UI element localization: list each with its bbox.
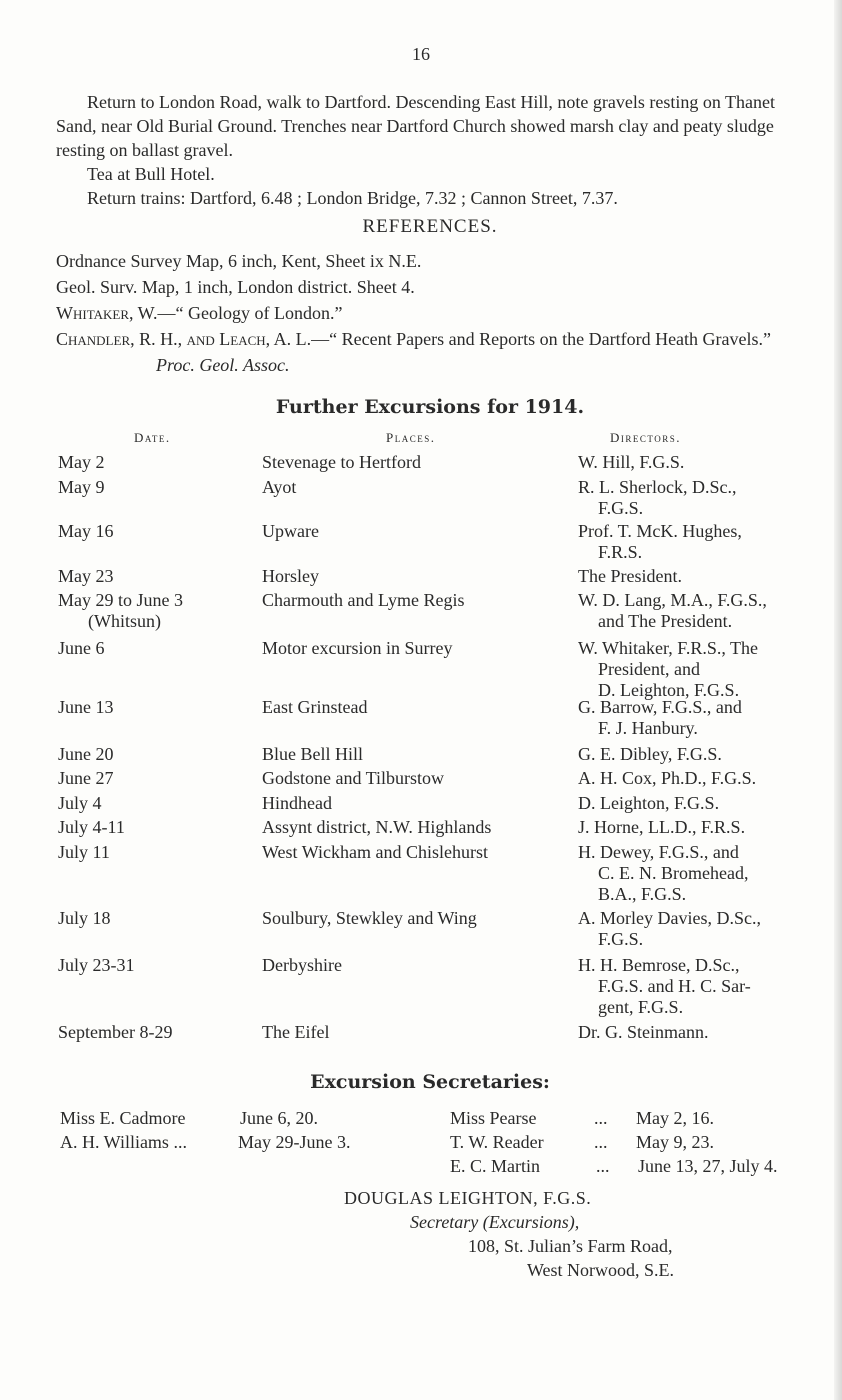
ellipsis: ... [594, 1132, 608, 1152]
excursion-date: May 23 [58, 566, 114, 586]
excursion-directors: D. Leighton, F.G.S. [578, 793, 720, 813]
excursion-directors: Prof. T. McK. Hughes, F.R.S. [578, 521, 742, 562]
excursion-place: Upware [262, 521, 319, 541]
excursion-directors: A. Morley Davies, D.Sc., F.G.S. [578, 908, 761, 949]
excursion-place: Stevenage to Hertford [262, 452, 421, 472]
excursion-place: Hindhead [262, 793, 332, 813]
excursion-directors: A. H. Cox, Ph.D., F.G.S. [578, 768, 757, 788]
excursion-place: Blue Bell Hill [262, 744, 363, 764]
excursions-title: Further Excursions for 1914. [275, 396, 585, 418]
secretary-dates: May 2, 16. [636, 1108, 714, 1128]
reference-author: Chandler, R. H., and Leach, A. L. [56, 329, 312, 349]
excursion-directors: G. E. Dibley, F.G.S. [578, 744, 722, 764]
excursion-place: Derbyshire [262, 955, 342, 975]
intro-paragraph: Return trains: Dartford, 6.48 ; London Bridge, 7.32 ; Cannon Street, 7.37. [87, 188, 618, 208]
excursion-date: May 9 [58, 477, 105, 497]
excursion-directors: W. Whitaker, F.R.S., The President, and D. Leighton, F.G.S. [578, 638, 758, 700]
excursion-place: Soulbury, Stewkley and Wing [262, 908, 477, 928]
excursion-date: June 6 [58, 638, 105, 658]
excursion-date: June 13 [58, 697, 114, 717]
reference-author: Whitaker, W. [56, 303, 158, 323]
secretary-dates: June 13, 27, July 4. [638, 1156, 778, 1176]
excursion-directors: Dr. G. Steinmann. [578, 1022, 709, 1042]
excursion-date: June 27 [58, 768, 114, 788]
secretary-name: Miss Pearse [450, 1108, 537, 1128]
excursion-date: July 4-11 [58, 817, 125, 837]
intro-paragraph: Return to London Road, walk to Dartford. Descending East Hill, note gravels resting on Thanet Sand, near Old Burial Ground. Trenches near Dartford Church showed marsh clay and peaty sludge resting on ballast gravel. [56, 92, 776, 160]
header-date: Date. [134, 430, 171, 445]
excursion-date: May 2 [58, 452, 105, 472]
reference-journal: Proc. Geol. Assoc. [156, 355, 290, 375]
excursion-place: Motor excursion in Surrey [262, 638, 453, 658]
reference-item: Geol. Surv. Map, 1 inch, London district. Sheet 4. [56, 277, 415, 297]
secretary-name: Miss E. Cadmore [60, 1108, 186, 1128]
excursion-place: Ayot [262, 477, 297, 497]
header-places: Places. [386, 430, 436, 445]
secretary-name: A. H. Williams ... [60, 1132, 187, 1152]
header-directors: Directors. [610, 430, 681, 445]
excursion-date: July 18 [58, 908, 111, 928]
references-list [56, 248, 806, 378]
excursion-date: September 8-29 [58, 1022, 173, 1042]
excursion-date: June 20 [58, 744, 114, 764]
excursion-directors: R. L. Sherlock, D.Sc., F.G.S. [578, 477, 737, 518]
excursion-directors: G. Barrow, F.G.S., and F. J. Hanbury. [578, 697, 742, 738]
intro-paragraph: Tea at Bull Hotel. [87, 164, 215, 184]
signature-address: 108, St. Julian’s Farm Road, [468, 1236, 673, 1256]
secretaries-title: Excursion Secretaries: [310, 1071, 550, 1093]
references-title: REFERENCES. [362, 216, 498, 237]
excursion-directors: W. Hill, F.G.S. [578, 452, 685, 472]
excursion-date: July 23-31 [58, 955, 135, 975]
excursion-place: East Grinstead [262, 697, 368, 717]
signature-name: DOUGLAS LEIGHTON, F.G.S. [344, 1188, 592, 1208]
excursion-directors: H. Dewey, F.G.S., and C. E. N. Bromehead, B.A., F.G.S. [578, 842, 749, 904]
excursion-place: The Eifel [262, 1022, 330, 1042]
excursion-directors: J. Horne, LL.D., F.R.S. [578, 817, 746, 837]
page-number: 16 [412, 44, 430, 64]
secretary-name: T. W. Reader [450, 1132, 544, 1152]
excursion-place: West Wickham and Chislehurst [262, 842, 488, 862]
excursion-directors: W. D. Lang, M.A., F.G.S., and The President. [578, 590, 767, 631]
reference-item: Whitaker, W.—“ Geology of London.” [56, 303, 343, 323]
secretary-dates: May 29-June 3. [238, 1132, 351, 1152]
signature-address: West Norwood, S.E. [527, 1260, 675, 1280]
page-edge [834, 0, 842, 1400]
signature-title: Secretary (Excursions), [410, 1212, 580, 1232]
secretary-dates: June 6, 20. [240, 1108, 318, 1128]
secretary-dates: May 9, 23. [636, 1132, 714, 1152]
excursion-date: May 29 to June 3 (Whitsun) [58, 590, 183, 631]
excursion-place: Charmouth and Lyme Regis [262, 590, 465, 610]
excursion-date: July 4 [58, 793, 102, 813]
excursion-directors: The President. [578, 566, 682, 586]
intro-text [56, 90, 800, 210]
ellipsis: ... [594, 1108, 608, 1128]
excursion-date: July 11 [58, 842, 110, 862]
excursion-place: Assynt district, N.W. Highlands [262, 817, 492, 837]
excursion-place: Godstone and Tilburstow [262, 768, 445, 788]
excursion-place: Horsley [262, 566, 319, 586]
secretary-name: E. C. Martin [450, 1156, 540, 1176]
reference-item: Ordnance Survey Map, 6 inch, Kent, Sheet ix N.E. [56, 251, 422, 271]
ellipsis: ... [596, 1156, 610, 1176]
reference-item: Chandler, R. H., and Leach, A. L.—“ Recent Papers and Reports on the Dartford Heath Gravels.” Proc. Geol. Assoc. [56, 329, 772, 375]
excursion-date: May 16 [58, 521, 114, 541]
excursion-directors: H. H. Bemrose, D.Sc., F.G.S. and H. C. Sar- gent, F.G.S. [578, 955, 751, 1017]
